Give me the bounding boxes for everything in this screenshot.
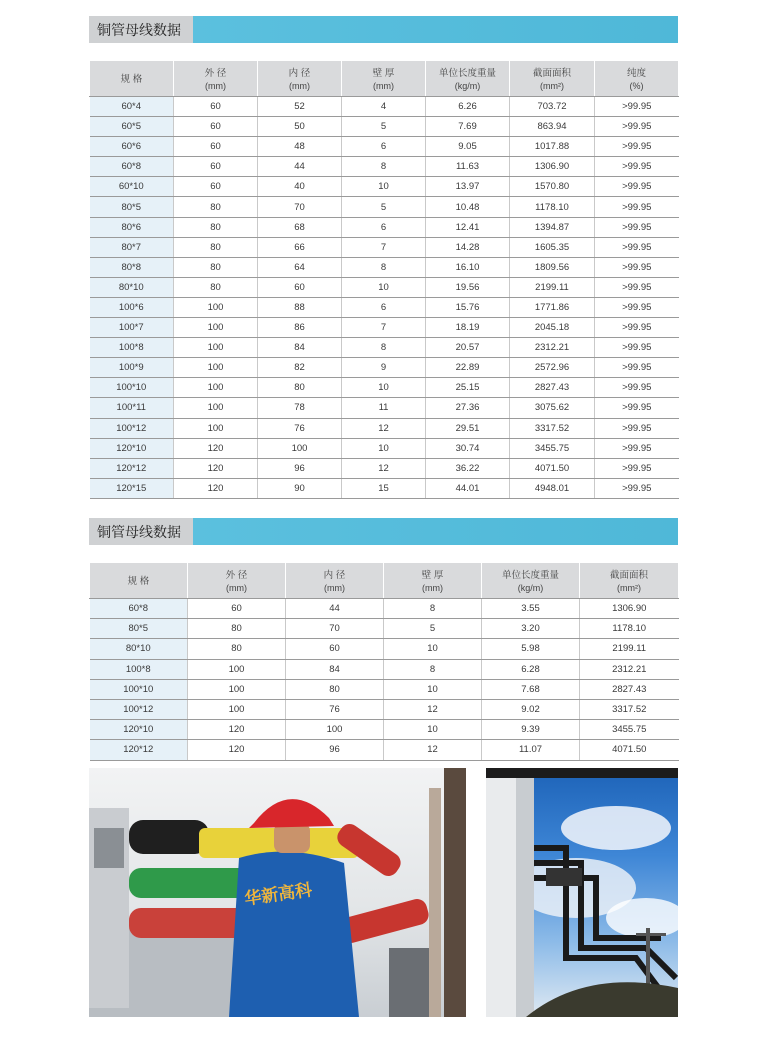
table-cell: 60	[258, 277, 342, 297]
column-header-unit: (mm²)	[617, 582, 641, 593]
column-header-label: 内 径	[323, 569, 346, 581]
table-cell: 5.98	[482, 639, 580, 659]
column-header	[90, 563, 188, 599]
table-cell: 3.20	[482, 619, 580, 639]
table-cell: 50	[258, 117, 342, 137]
table-row	[90, 257, 679, 277]
table-cell: 100*6	[90, 297, 174, 317]
table-cell: 8	[342, 338, 426, 358]
table-cell: 12	[342, 458, 426, 478]
table-cell: 1394.87	[510, 217, 595, 237]
column-header-label: 纯度	[626, 67, 646, 79]
table-cell: 120	[188, 720, 286, 740]
table-row	[90, 458, 679, 478]
table-cell: 60*8	[90, 599, 188, 619]
section-title: 铜管母线数据	[89, 16, 193, 43]
column-header	[426, 61, 510, 97]
table-cell: 2045.18	[510, 318, 595, 338]
table-cell: 80	[188, 619, 286, 639]
table-cell: 80	[174, 257, 258, 277]
table-cell: >99.95	[595, 117, 679, 137]
table-cell: 100	[174, 297, 258, 317]
table-cell: 7	[342, 318, 426, 338]
column-header-unit: (kg/m)	[454, 80, 481, 91]
table-row	[90, 177, 679, 197]
column-header-unit: (kg/m)	[517, 582, 544, 593]
column-header-label: 单位长度重量	[501, 569, 559, 581]
table-cell: 16.10	[426, 257, 510, 277]
section-header	[89, 518, 678, 545]
table-cell: 11.63	[426, 157, 510, 177]
table-cell: 27.36	[426, 398, 510, 418]
table-cell: 20.57	[426, 338, 510, 358]
busbar-photo	[486, 768, 678, 1017]
table-cell: 80*5	[90, 619, 188, 639]
column-header	[90, 61, 174, 97]
table-cell: 60*6	[90, 137, 174, 157]
table-cell: >99.95	[595, 378, 679, 398]
table-cell: 120*10	[90, 438, 174, 458]
column-header	[286, 563, 384, 599]
table-row	[90, 699, 679, 719]
table-cell: 12	[384, 699, 482, 719]
table-row	[90, 398, 679, 418]
table-cell: 80*10	[90, 277, 174, 297]
table-row	[90, 438, 679, 458]
table-cell: 100	[174, 318, 258, 338]
table-cell: 100*7	[90, 318, 174, 338]
table-cell: 15.76	[426, 297, 510, 317]
table-cell: 66	[258, 237, 342, 257]
table-cell: 10	[384, 679, 482, 699]
table-cell: 3455.75	[580, 720, 679, 740]
table-cell: 80*8	[90, 257, 174, 277]
table-cell: >99.95	[595, 318, 679, 338]
table-cell: 703.72	[510, 97, 595, 117]
column-header-unit: (mm)	[289, 80, 310, 91]
table-cell: >99.95	[595, 478, 679, 498]
column-header-label: 外 径	[204, 67, 227, 79]
table-row	[90, 217, 679, 237]
table-cell: 60*8	[90, 157, 174, 177]
table-cell: 10	[342, 378, 426, 398]
table-cell: 11	[342, 398, 426, 418]
table-row	[90, 599, 679, 619]
section-title: 铜管母线数据	[89, 518, 193, 545]
table-cell: 22.89	[426, 358, 510, 378]
table-cell: 2312.21	[580, 659, 679, 679]
table-cell: 100*10	[90, 378, 174, 398]
table-cell: 1570.80	[510, 177, 595, 197]
table-cell: 10	[342, 277, 426, 297]
table-cell: >99.95	[595, 137, 679, 157]
table-cell: 84	[258, 338, 342, 358]
table-cell: 52	[258, 97, 342, 117]
table-cell: 1605.35	[510, 237, 595, 257]
table-cell: 64	[258, 257, 342, 277]
table-cell: >99.95	[595, 418, 679, 438]
table-cell: 5	[342, 197, 426, 217]
table-cell: >99.95	[595, 197, 679, 217]
table-cell: 60	[174, 117, 258, 137]
table-cell: 6	[342, 137, 426, 157]
table-cell: 4071.50	[580, 740, 679, 760]
column-header-label: 截面面积	[609, 569, 648, 581]
table-cell: 100	[174, 358, 258, 378]
column-header-unit: (mm)	[205, 80, 226, 91]
table-cell: 100*12	[90, 699, 188, 719]
table-cell: 80	[188, 639, 286, 659]
table-cell: 120	[174, 478, 258, 498]
table-cell: 120	[188, 740, 286, 760]
table-cell: 18.19	[426, 318, 510, 338]
table-cell: 8	[384, 659, 482, 679]
table-row	[90, 197, 679, 217]
table-cell: 60	[174, 137, 258, 157]
column-header	[384, 563, 482, 599]
table-cell: >99.95	[595, 358, 679, 378]
table-cell: 84	[286, 659, 384, 679]
table-row	[90, 679, 679, 699]
table-cell: 1306.90	[580, 599, 679, 619]
table-cell: 15	[342, 478, 426, 498]
table-cell: 100	[258, 438, 342, 458]
table-cell: 40	[258, 177, 342, 197]
table-cell: 10	[342, 438, 426, 458]
table-cell: 60	[174, 97, 258, 117]
table-cell: 100*9	[90, 358, 174, 378]
table-cell: 80*5	[90, 197, 174, 217]
table-cell: 3317.52	[580, 699, 679, 719]
table-cell: 68	[258, 217, 342, 237]
column-header	[188, 563, 286, 599]
column-header	[510, 61, 595, 97]
table-cell: 96	[258, 458, 342, 478]
copper-tube-data-table-2	[89, 562, 679, 761]
table-cell: 10	[384, 720, 482, 740]
table-cell: 8	[384, 599, 482, 619]
table-cell: >99.95	[595, 338, 679, 358]
table-cell: 44	[286, 599, 384, 619]
table-cell: 70	[258, 197, 342, 217]
table-cell: 14.28	[426, 237, 510, 257]
table-row	[90, 97, 679, 117]
table-cell: 7.68	[482, 679, 580, 699]
column-header-label: 壁 厚	[421, 569, 444, 581]
table-cell: >99.95	[595, 157, 679, 177]
column-header	[482, 563, 580, 599]
column-header	[342, 61, 426, 97]
table-cell: 12	[384, 740, 482, 760]
table-cell: 8	[342, 157, 426, 177]
table-cell: 100	[188, 679, 286, 699]
table-cell: 80	[174, 277, 258, 297]
table-cell: 120	[174, 458, 258, 478]
table-cell: 3317.52	[510, 418, 595, 438]
table-cell: 1771.86	[510, 297, 595, 317]
table-cell: >99.95	[595, 277, 679, 297]
column-header	[595, 61, 679, 97]
table-cell: 60*4	[90, 97, 174, 117]
table-cell: 80	[258, 378, 342, 398]
copper-tube-data-table	[89, 60, 679, 499]
table-cell: 12	[342, 418, 426, 438]
table-cell: 60*10	[90, 177, 174, 197]
table-cell: 863.94	[510, 117, 595, 137]
table-cell: 100	[174, 418, 258, 438]
column-header-label: 规 格	[127, 575, 150, 587]
table-cell: 9.05	[426, 137, 510, 157]
table-cell: 120*10	[90, 720, 188, 740]
column-header-unit: (mm)	[373, 80, 394, 91]
table-cell: 9	[342, 358, 426, 378]
table-cell: 100*12	[90, 418, 174, 438]
table-cell: 60	[188, 599, 286, 619]
section-header	[89, 16, 678, 43]
table-cell: 1178.10	[580, 619, 679, 639]
table-cell: 6	[342, 297, 426, 317]
table-cell: 13.97	[426, 177, 510, 197]
table-cell: >99.95	[595, 237, 679, 257]
table-row	[90, 659, 679, 679]
table-cell: 2199.11	[580, 639, 679, 659]
table-cell: 1809.56	[510, 257, 595, 277]
column-header-unit: (%)	[629, 80, 644, 91]
table-cell: 60	[286, 639, 384, 659]
table-row	[90, 418, 679, 438]
table-cell: 86	[258, 318, 342, 338]
table-row	[90, 338, 679, 358]
table-cell: 8	[342, 257, 426, 277]
table-cell: 4071.50	[510, 458, 595, 478]
table-cell: 100*10	[90, 679, 188, 699]
column-header-unit: (mm)	[422, 582, 443, 593]
table-cell: 5	[384, 619, 482, 639]
table-row	[90, 478, 679, 498]
table-cell: 100	[188, 699, 286, 719]
table-cell: 7.69	[426, 117, 510, 137]
column-header	[580, 563, 679, 599]
table-cell: 80*10	[90, 639, 188, 659]
column-header-label: 壁 厚	[372, 67, 395, 79]
table-cell: 100	[174, 398, 258, 418]
table-cell: 100*8	[90, 659, 188, 679]
column-header	[258, 61, 342, 97]
table-cell: 100*8	[90, 338, 174, 358]
table-row	[90, 237, 679, 257]
table-cell: 76	[286, 699, 384, 719]
table-cell: 80	[286, 679, 384, 699]
table-row	[90, 378, 679, 398]
table-cell: 30.74	[426, 438, 510, 458]
table-cell: >99.95	[595, 438, 679, 458]
table-cell: >99.95	[595, 458, 679, 478]
table-cell: 90	[258, 478, 342, 498]
table-cell: 120	[174, 438, 258, 458]
table-cell: 100	[188, 659, 286, 679]
table-cell: 29.51	[426, 418, 510, 438]
table-cell: 1017.88	[510, 137, 595, 157]
table-row	[90, 740, 679, 760]
table-row	[90, 619, 679, 639]
table-cell: 36.22	[426, 458, 510, 478]
table-cell: 100	[174, 338, 258, 358]
table-cell: 10	[384, 639, 482, 659]
table-row	[90, 157, 679, 177]
table-row	[90, 117, 679, 137]
column-header-label: 规 格	[120, 73, 143, 85]
table-cell: 3455.75	[510, 438, 595, 458]
table-cell: 80	[174, 237, 258, 257]
table-cell: 2572.96	[510, 358, 595, 378]
table-row	[90, 297, 679, 317]
table-cell: 19.56	[426, 277, 510, 297]
table-cell: >99.95	[595, 97, 679, 117]
table-cell: 60*5	[90, 117, 174, 137]
table-cell: 80	[174, 197, 258, 217]
table-cell: 88	[258, 297, 342, 317]
table-cell: 70	[286, 619, 384, 639]
table-cell: 10	[342, 177, 426, 197]
table-cell: 3075.62	[510, 398, 595, 418]
table-cell: 10.48	[426, 197, 510, 217]
table-cell: 82	[258, 358, 342, 378]
table-cell: 1178.10	[510, 197, 595, 217]
column-header-unit: (mm²)	[540, 80, 564, 91]
table-cell: 2312.21	[510, 338, 595, 358]
table-cell: 7	[342, 237, 426, 257]
column-header-label: 截面面积	[532, 67, 571, 79]
table-cell: 76	[258, 418, 342, 438]
worker-logo: 华新高科	[243, 880, 314, 909]
table-cell: >99.95	[595, 217, 679, 237]
table-cell: 100*11	[90, 398, 174, 418]
table-cell: 120*12	[90, 458, 174, 478]
table-row	[90, 137, 679, 157]
table-cell: 25.15	[426, 378, 510, 398]
table-cell: 12.41	[426, 217, 510, 237]
table-cell: 120*15	[90, 478, 174, 498]
table-row	[90, 318, 679, 338]
table-cell: 44.01	[426, 478, 510, 498]
column-header-unit: (mm)	[226, 582, 247, 593]
column-header-label: 内 径	[288, 67, 311, 79]
table-row	[90, 358, 679, 378]
table-cell: >99.95	[595, 177, 679, 197]
table-cell: 4	[342, 97, 426, 117]
table-cell: 100	[174, 378, 258, 398]
table-row	[90, 720, 679, 740]
worker-photo	[89, 768, 466, 1017]
table-cell: 2827.43	[510, 378, 595, 398]
table-cell: 80*6	[90, 217, 174, 237]
table-cell: 9.02	[482, 699, 580, 719]
table-cell: 1306.90	[510, 157, 595, 177]
column-header	[174, 61, 258, 97]
table-cell: 120*12	[90, 740, 188, 760]
table-cell: >99.95	[595, 297, 679, 317]
table-cell: 78	[258, 398, 342, 418]
table-cell: 11.07	[482, 740, 580, 760]
table-cell: >99.95	[595, 257, 679, 277]
table-cell: 5	[342, 117, 426, 137]
table-cell: 9.39	[482, 720, 580, 740]
section-title-bar	[193, 16, 678, 43]
table-cell: 80	[174, 217, 258, 237]
table-cell: 48	[258, 137, 342, 157]
table-row	[90, 639, 679, 659]
table-cell: 60	[174, 177, 258, 197]
table-cell: 96	[286, 740, 384, 760]
table-cell: 4948.01	[510, 478, 595, 498]
table-cell: 60	[174, 157, 258, 177]
column-header-label: 外 径	[225, 569, 248, 581]
table-cell: >99.95	[595, 398, 679, 418]
column-header-label: 单位长度重量	[438, 67, 496, 79]
table-cell: 6	[342, 217, 426, 237]
table-cell: 2199.11	[510, 277, 595, 297]
table-cell: 100	[286, 720, 384, 740]
section-title-bar	[193, 518, 678, 545]
table-cell: 3.55	[482, 599, 580, 619]
table-cell: 6.28	[482, 659, 580, 679]
table-row	[90, 277, 679, 297]
column-header-unit: (mm)	[324, 582, 345, 593]
table-cell: 80*7	[90, 237, 174, 257]
table-cell: 44	[258, 157, 342, 177]
table-cell: 2827.43	[580, 679, 679, 699]
table-cell: 6.26	[426, 97, 510, 117]
